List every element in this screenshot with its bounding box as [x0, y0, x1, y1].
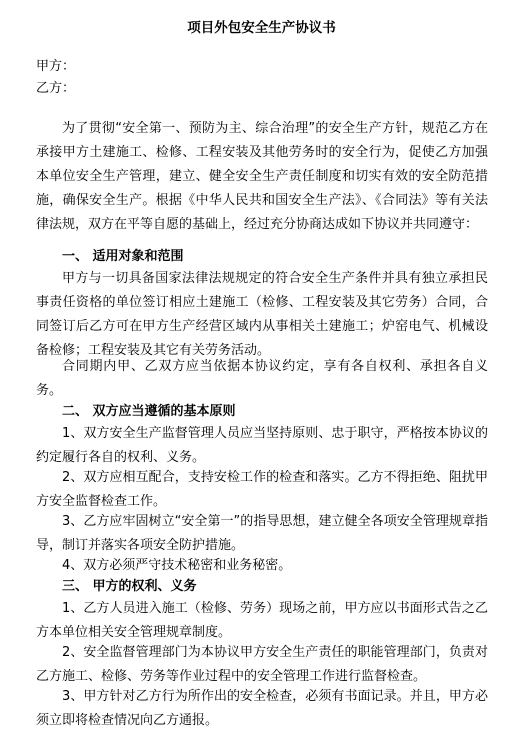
section-1-paragraph-1: 甲方与一切具备国家法律法规规定的符合安全生产条件并具有独立承担民事责任资格的单位签订相应土建施工（检修、工程安装及其它劳务）合同，合同签订后乙方可在甲方生产经营区域内从事相关土建施工；炉窑电气、机械设备检修；工程安装及其它有关劳务活动。: [36, 271, 488, 358]
section-2-heading: 二、 双方应当遵循的基本原则: [62, 404, 236, 419]
section-3-paragraph-2: 2、安全监督管理部门为本协议甲方安全生产责任的职能管理部门，负责对乙方施工、检修、劳务等作业过程中的安全管理工作进行监督检查。: [36, 645, 488, 684]
intro-paragraph: 为了贯彻“安全第一、预防为主、综合治理”的安全生产方针，规范乙方在承接甲方土建施工、检修、工程安装及其他劳务时的安全行为，促使乙方加强本单位安全生产管理，建立、健全安全生产责任制度和切实有效的安全防范措施，确保安全生产。根据《中华人民共和国安全生产法》、《合同法》等有关法律法规，双方在平等自愿的基础上，经过充分协商达成如下协议并共同遵守：: [36, 121, 488, 232]
document-title: 项目外包安全生产协议书: [187, 20, 336, 36]
section-1-heading: 一、 适用对象和范围: [62, 249, 184, 264]
party-b-label: 乙方：: [36, 81, 76, 96]
section-2-paragraph-3: 3、乙方应牢固树立“安全第一”的指导思想，建立健全各项安全管理规章指导，制订并落实各项安全防护措施。: [36, 514, 488, 553]
section-2-paragraph-2: 2、双方应相互配合，支持安检工作的检查和落实。乙方不得拒绝、阻扰甲方安全监督检查工作。: [36, 470, 488, 509]
section-2-paragraph-4: 4、双方必须严守技术秘密和业务秘密。: [62, 558, 292, 573]
party-a-label: 甲方：: [36, 59, 76, 74]
section-3-paragraph-1: 1、乙方人员进入施工（检修、劳务）现场之前，甲方应以书面形式告之乙方本单位相关安全管理规章制度。: [36, 601, 488, 640]
section-3-paragraph-3: 3、甲方针对乙方行为所作出的安全检查，必须有书面记录。并且，甲方必须立即将检查情况向乙方通报。: [36, 689, 488, 728]
section-1-paragraph-2: 合同期内甲、乙双方应当依据本协议约定，享有各自权利、承担各自义务。: [36, 359, 488, 398]
section-2-paragraph-1: 1、双方安全生产监督管理人员应当坚持原则、忠于职守，严格按本协议的约定履行各自的权利、义务。: [36, 426, 488, 465]
section-3-heading: 三、 甲方的权利、义务: [62, 579, 197, 594]
